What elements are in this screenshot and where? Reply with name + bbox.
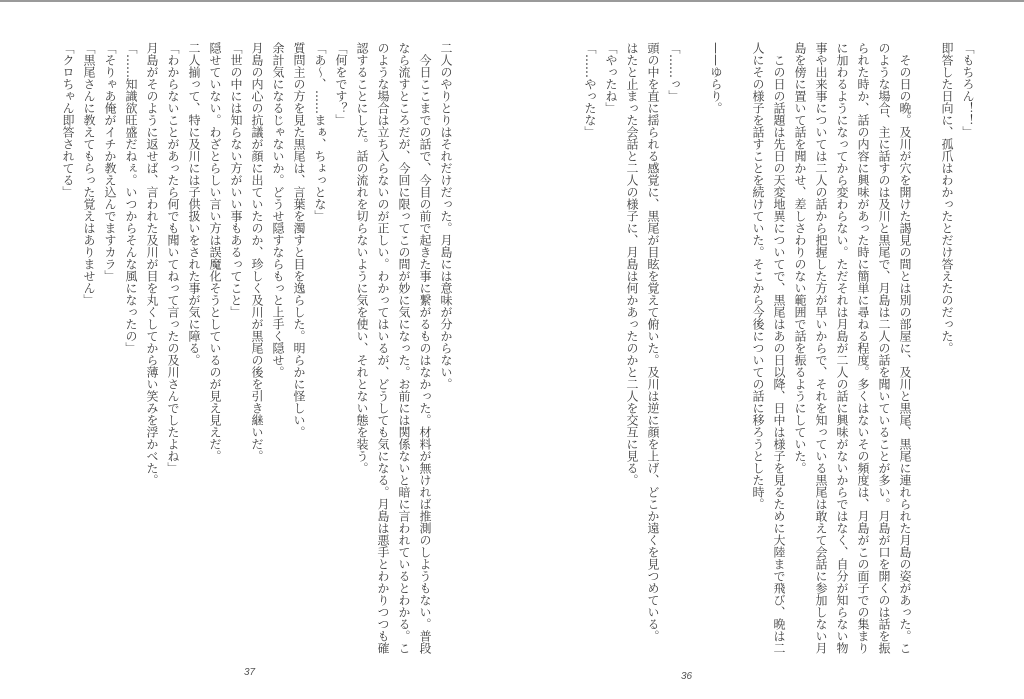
blank-line: [915, 42, 936, 662]
dialogue-line: 「やったね」: [604, 42, 618, 114]
text-line: 人にその様子を話すことを続けていた。そこから今後についての話に移ろうとした時。: [751, 42, 765, 510]
text-line: 二人のやりとりはそれだけだった。月島には意味が分からない。: [439, 42, 453, 390]
text-line: 隠せていない。わざとらしい言い方は誤魔化そうとしているのが見え見えだ。: [208, 42, 222, 462]
dialogue-line: 「……っ」: [667, 42, 681, 102]
text-line: 事や出来事については二人の話から把握した方が早いからで、それを知っている黒尾は敢えて会話に参加しない月: [814, 42, 828, 654]
blank-line: [684, 42, 705, 662]
text-line: 即答した日向に、孤爪はわかったとだけ答えたのだった。: [940, 42, 954, 354]
dialogue-line: 「そりゃあ俺がイチか教え込んでますカラ」: [103, 42, 117, 282]
page-number: 36: [681, 671, 693, 682]
page-37-text: [57, 42, 456, 662]
text-line: 二人揃って、特に及川には子供扱いをされた事が気に障る。: [187, 42, 201, 366]
dialogue-line: 「何をです？」: [334, 42, 348, 126]
dialogue-line: 「黒尾さんに教えてもらった覚えはありません」: [82, 42, 96, 306]
page-number: 37: [244, 667, 256, 678]
text-line: この日の話題は先日の天変地異についてで、黒尾はあの日以降、日中は様子を見るために大陸まで飛び、晩は二: [772, 42, 786, 654]
text-line: なら流すところだが、今回に限ってこの間が妙に気になった。お前には関係ないと暗に言われているとわかる。こ: [397, 42, 411, 654]
text-line: に加わるようになってから変わらない。ただそれは月島が二人の話に興味がないからではなく、自分が知らない物: [835, 42, 849, 654]
dialogue-line: 「あ～、……まぁ、ちょっとな」: [313, 42, 327, 222]
text-line: 今日ここまでの話で、今目の前で起きた事に繋がるものはなかった。材料が無ければ推測のしようもない。普段: [418, 42, 432, 654]
text-line: られた時か、話の内容に興味があった時に簡単に尋ねる程度。多くはないその頻度は、月島がこの面子での集まり: [856, 42, 870, 654]
text-line: 余計気になるじゃないか。どうせ隠すならもっと上手く隠せ。: [271, 42, 285, 378]
dialogue-line: 「……知識欲旺盛だねぇ。いつからそんな風になったの」: [124, 42, 138, 354]
text-line: 月島の内心の抗議が顔に出ていたのか、珍しく及川が黒尾の後を引き継いだ。: [250, 42, 264, 462]
page-36-text: [579, 42, 978, 662]
text-line: 質問主の方を見た黒尾は、言葉を濁すと目を逸らした。明らかに怪しい。: [292, 42, 306, 438]
dialogue-line: 「……やったな」: [583, 42, 597, 138]
text-line: のような場合、主に話すのは及川と黒尾で、月島は二人の話を聞いていることが多い。月島が口を開くのは話を振: [877, 42, 891, 654]
text-line: のような場合は立ち入らないのが正しい。わかってはいるが、どうしても気になる。月島は悪手とわかりつつも確: [376, 42, 390, 654]
text-line: ——ゆらり。: [709, 42, 723, 114]
text-line: 頭の中を直に揺られる感覚に、黒尾が目眩を覚えて俯いた。及川は逆に顔を上げ、どこか遠くを見つめている。: [646, 42, 660, 642]
dialogue-line: 「もちろん！！」: [961, 42, 975, 138]
dialogue-line: 「世の中には知らない方がいい事もあるってこと」: [229, 42, 243, 318]
dialogue-line: 「わからないことがあったら何でも聞いてねって言ったの及川さんでしたよね」: [166, 42, 180, 474]
text-line: 月島がそのように返せば、言われた及川が目を丸くしてから薄い笑みを浮かべた。: [145, 42, 159, 486]
dialogue-line: 「クロちゃん即答されてる」: [61, 42, 75, 198]
text-line: 認することにした。話の流れを切らないように気を使い、それとない態を装う。: [355, 42, 369, 474]
page-36: [512, 0, 1024, 699]
text-line: その日の晩。及川が穴を開けた謁見の間とは別の部屋に、及川と黒尾、黒尾に連れられた月島の姿があった。こ: [898, 42, 912, 654]
blank-line: [726, 42, 747, 662]
text-line: はたと止まった会話と二人の様子に、月島は何かあったのかと二人を交互に見る。: [625, 42, 639, 486]
text-line: 島を傍に置いて話を聞かせ、差しさわりのない範囲で話を振るようにしていた。: [793, 42, 807, 474]
